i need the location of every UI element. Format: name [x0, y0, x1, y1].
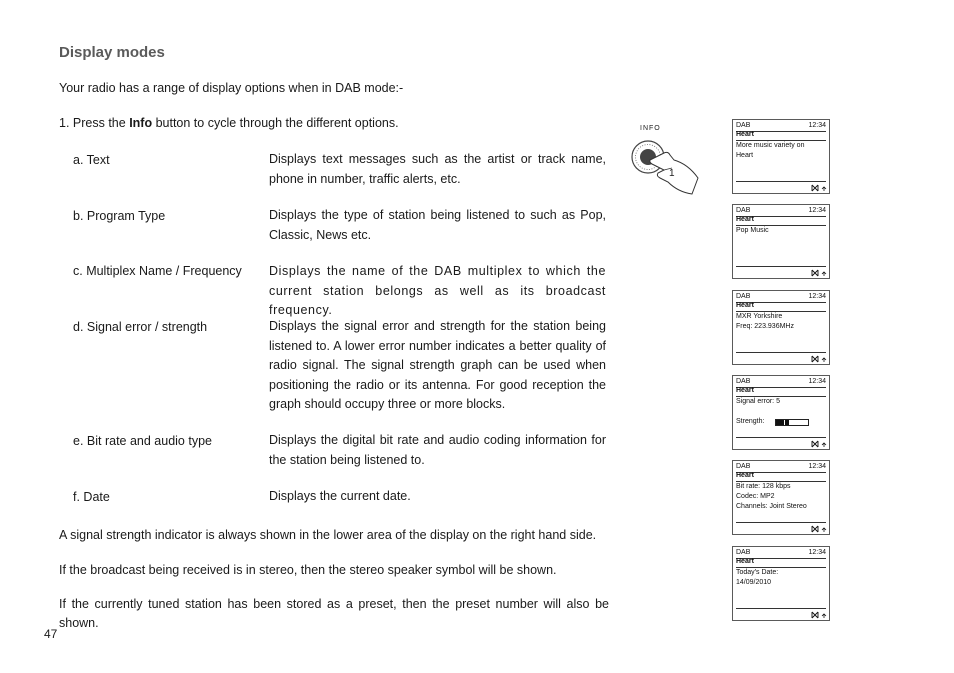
lcd-station: Heart: [736, 387, 754, 394]
stereo-signal-icon: [811, 525, 827, 533]
option-label-date: f. Date: [73, 490, 110, 504]
option-label-bitrate: e. Bit rate and audio type: [73, 434, 212, 448]
lcd-station: Heart: [736, 472, 754, 479]
hand-pressing-icon: [628, 122, 700, 198]
option-desc-program-type: Displays the type of station being listened to such as Pop, Classic, News etc.: [269, 208, 606, 242]
lcd-line: Bit rate: 128 kbps: [736, 483, 791, 490]
info-button-illustration: [628, 122, 700, 198]
option-desc-date: Displays the current date.: [269, 489, 411, 503]
lcd-display-bitrate: [732, 460, 830, 535]
lcd-line: Heart: [736, 152, 754, 159]
page-title: Display modes: [59, 44, 165, 61]
note-preset: If the currently tuned station has been stored as a preset, then the preset number will also be shown.: [59, 597, 609, 630]
lcd-line: Today's Date:: [736, 569, 779, 576]
lcd-mode: DAB: [736, 378, 751, 385]
lcd-display-signal: [732, 375, 830, 450]
signal-strength-fill: [776, 420, 789, 425]
lcd-time: 12:34: [808, 293, 826, 300]
lcd-line: 14/09/2010: [736, 579, 772, 586]
option-desc-bitrate: Displays the digital bit rate and audio coding information for the station being listened to.: [269, 433, 606, 467]
page-number: 47: [44, 627, 58, 641]
lcd-display-text: [732, 119, 830, 194]
step-pre: 1. Press the: [59, 116, 130, 130]
stereo-signal-icon: [811, 269, 827, 277]
option-desc-signal: Displays the signal error and strength for the station being listened to. A lower error number indicates a better quality of radio signal. The signal strength graph can be used when positioning the radio or its antenna. For good reception the graph should occupy three or more blocks.: [269, 319, 606, 411]
option-desc-multiplex: Displays the name of the DAB multiplex to which the current station belongs as well as its broadcast frequency.: [269, 264, 606, 317]
lcd-time: 12:34: [808, 463, 826, 470]
option-label-text: a. Text: [73, 153, 110, 167]
lcd-mode: DAB: [736, 549, 751, 556]
intro-text: Your radio has a range of display options when in DAB mode:-: [59, 81, 404, 95]
lcd-line: Channels: Joint Stereo: [736, 503, 807, 510]
stereo-signal-icon: [811, 611, 827, 619]
lcd-line: Freq: 223.936MHz: [736, 323, 794, 330]
lcd-line: Signal error: 5: [736, 398, 780, 405]
lcd-line: Codec: MP2: [736, 493, 775, 500]
option-desc-text: Displays text messages such as the artist or track name, phone in number, traffic alerts, etc.: [269, 152, 606, 186]
lcd-line: MXR Yorkshire: [736, 313, 783, 320]
info-button-name: Info: [129, 116, 153, 130]
signal-strength-bar: [775, 419, 809, 426]
stereo-signal-icon: [811, 440, 827, 448]
lcd-station: Heart: [736, 558, 754, 565]
lcd-display-multiplex: [732, 290, 830, 365]
lcd-station: Heart: [736, 131, 754, 138]
option-label-signal: d. Signal error / strength: [73, 320, 208, 334]
lcd-mode: DAB: [736, 122, 751, 129]
lcd-time: 12:34: [808, 207, 826, 214]
option-label-multiplex: c. Multiplex Name / Frequency: [73, 264, 242, 278]
note-signal-indicator: A signal strength indicator is always shown in the lower area of the display on the right hand side.: [59, 528, 597, 542]
note-stereo: If the broadcast being received is in stereo, then the stereo speaker symbol will be shown.: [59, 563, 557, 577]
step-post: button to cycle through the different options.: [152, 116, 399, 130]
lcd-time: 12:34: [808, 122, 826, 129]
option-label-program-type: b. Program Type: [73, 209, 166, 223]
lcd-station: Heart: [736, 216, 754, 223]
press-number: 1: [669, 168, 675, 179]
lcd-line: More music variety on: [736, 142, 805, 149]
lcd-line: Strength:: [736, 418, 765, 425]
lcd-line: Pop Music: [736, 227, 769, 234]
lcd-mode: DAB: [736, 293, 751, 300]
lcd-mode: DAB: [736, 207, 751, 214]
lcd-time: 12:34: [808, 549, 826, 556]
lcd-display-program-type: [732, 204, 830, 279]
stereo-signal-icon: [811, 184, 827, 192]
lcd-display-date: [732, 546, 830, 621]
stereo-signal-icon: [811, 355, 827, 363]
lcd-time: 12:34: [808, 378, 826, 385]
lcd-station: Heart: [736, 302, 754, 309]
info-label: INFO: [640, 125, 661, 132]
step-text: [59, 114, 399, 133]
lcd-mode: DAB: [736, 463, 751, 470]
